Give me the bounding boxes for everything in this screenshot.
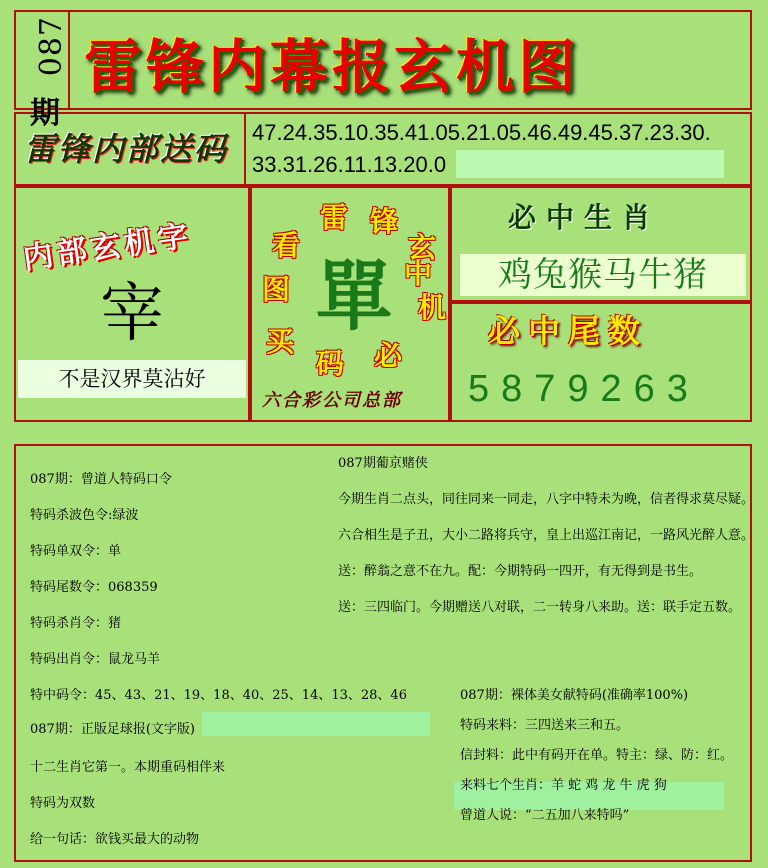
- left-line-3: 特码尾数令：068359: [30, 580, 158, 595]
- right-bottom-line-1: 特码来料：三四送来三和五。: [460, 718, 630, 733]
- right-bottom-line-4: 曾道人说：“二五加八来特吗”: [460, 808, 630, 823]
- ring-char-2: 锋: [370, 205, 399, 238]
- left-line-1: 特码杀波色令:绿波: [30, 508, 139, 523]
- tail-digits: 5879263: [468, 368, 700, 410]
- left-line-9: 特码为双数: [30, 796, 96, 811]
- right-top-line-0: 087期葡京赌侠: [338, 456, 428, 471]
- ring-char-7: 码: [316, 347, 345, 380]
- ring-char-4: 机: [418, 291, 447, 324]
- right-top-line-3: 送：醉翁之意不在九。配：今期特码一四开，有无得到是书生。: [338, 564, 703, 579]
- left-line-0: 087期：曾道人特码口令: [30, 472, 172, 487]
- issue-badge: [26, 14, 69, 131]
- ring-char-5: 图: [262, 273, 291, 306]
- numbers-line-2: 33.31.26.11.13.20.0: [252, 152, 447, 177]
- left-line-6: 特中码令：45、43、21、19、18、40、25、14、13、28、46: [30, 688, 407, 703]
- numbers-line-1: 47.24.35.10.35.41.05.21.05.46.49.45.37.23.30.: [252, 120, 711, 145]
- ring-char-0: 看: [272, 229, 301, 262]
- numbers-label: 雷锋内部送码: [24, 130, 229, 168]
- right-top-line-4: 送：三四临门。今期赠送八对联，二一转身八来助。送：联手定五数。: [338, 600, 742, 615]
- numbers-highlight: [456, 150, 724, 178]
- left-line-8: 十二生肖它第一。本期重码相伴来: [30, 760, 226, 775]
- right-bottom-line-0: 087期：裸体美女献特码(准确率100%): [460, 688, 689, 703]
- ring-char-6: 买: [266, 325, 295, 358]
- tail-label: 必中尾数: [488, 312, 649, 350]
- right-top-line-2: 六合相生是子丑，大小二路将兵守，皇上出巡江南记，一路风光醉人意。: [338, 528, 755, 543]
- left-line-10: 给一句话：欲钱买最大的动物: [30, 832, 200, 847]
- ring-char-9: 中: [404, 257, 433, 290]
- zodiac-list: 鸡兔猴马牛猪: [460, 254, 746, 296]
- zodiac-label: 必中生肖: [508, 201, 661, 234]
- ring-char-3: 玄: [408, 231, 437, 264]
- right-bottom-line-3: 来料七个生肖：羊 蛇 鸡 龙 牛 虎 狗: [460, 778, 667, 793]
- left-line-7: 087期：正版足球报(文字版): [30, 722, 195, 737]
- page-title: 雷锋内幕报玄机图: [84, 33, 581, 101]
- mystery-word-char: 宰: [100, 277, 164, 351]
- highlight-football: [202, 712, 430, 736]
- left-line-2: 特码单双令：单: [30, 544, 122, 559]
- issue-unit: 期: [30, 96, 60, 131]
- right-top-line-1: 今期生肖二点头，同往同来一同走，八字中特未为晚，信者得求莫尽疑。: [338, 492, 755, 507]
- left-line-4: 特码杀肖令：猪: [30, 616, 122, 631]
- ring-char-8: 必: [374, 339, 403, 372]
- mystery-word-label: 内部玄机字: [20, 218, 195, 277]
- left-line-5: 特码出肖令：鼠龙马羊: [30, 652, 161, 667]
- company-label: 六合彩公司总部: [262, 390, 402, 411]
- right-bottom-line-2: 信封料：此中有码开在单。特主：绿、防：红。: [460, 748, 734, 763]
- issue-number: 087: [34, 16, 69, 77]
- ring-char-1: 雷: [320, 201, 349, 234]
- center-char: 單: [316, 252, 392, 341]
- mystery-word-phrase: 不是汉界莫沾好: [18, 360, 246, 398]
